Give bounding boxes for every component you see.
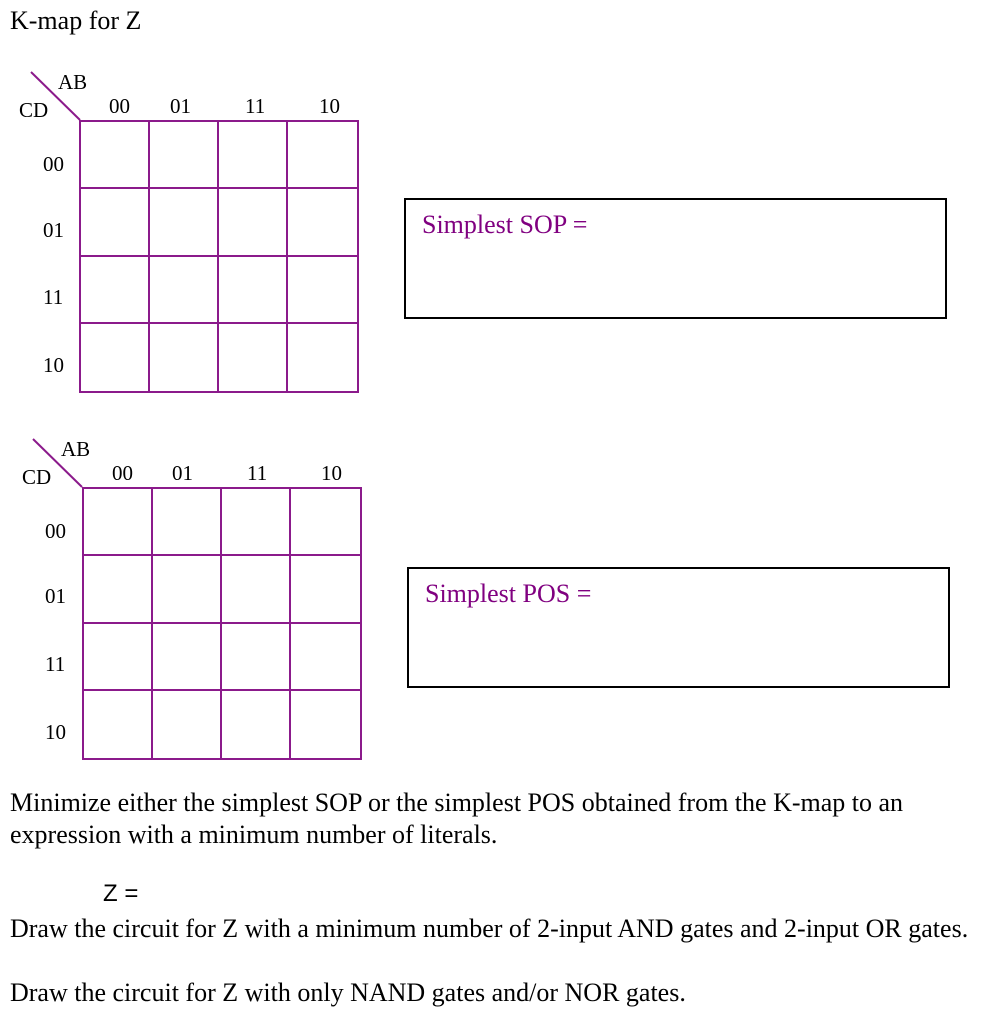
kmap-cell[interactable] xyxy=(150,189,219,256)
kmap-cell[interactable] xyxy=(222,691,291,758)
kmap-col-label: 11 xyxy=(247,461,268,485)
pos-answer-box[interactable] xyxy=(407,567,950,688)
page-title: K-map for Z xyxy=(10,6,142,35)
kmap-row-label: 11 xyxy=(45,652,66,676)
kmap-cell[interactable] xyxy=(222,556,291,623)
kmap-row-label: 01 xyxy=(43,218,64,242)
kmap-cell[interactable] xyxy=(81,324,150,391)
kmap-col-label: 01 xyxy=(172,461,193,485)
kmap-row-label: 00 xyxy=(45,519,66,543)
kmap-cell[interactable] xyxy=(291,556,360,623)
kmap-cell[interactable] xyxy=(84,556,153,623)
kmap-cell[interactable] xyxy=(81,257,150,324)
kmap-cell[interactable] xyxy=(291,624,360,691)
minimize-instruction: Minimize either the simplest SOP or the simplest POS obtained from the K-map to an expression with a minimum number of literals. xyxy=(10,788,904,849)
kmap-grid xyxy=(79,120,359,393)
kmap-grid xyxy=(82,487,362,760)
kmap-cell[interactable] xyxy=(84,624,153,691)
kmap-col-label: 10 xyxy=(319,94,340,118)
kmap-cell[interactable] xyxy=(219,189,288,256)
kmap-cell[interactable] xyxy=(153,489,222,556)
kmap-cell[interactable] xyxy=(150,324,219,391)
kmap-col-var: AB xyxy=(61,437,91,461)
kmap-row-label: 11 xyxy=(43,285,64,309)
draw-and-or-instruction: Draw the circuit for Z with a minimum number of 2-input AND gates and 2-input OR gates. xyxy=(10,914,969,943)
kmap-cell[interactable] xyxy=(219,324,288,391)
sop-label: Simplest SOP = xyxy=(422,210,588,239)
kmap-row-label: 10 xyxy=(45,720,66,744)
kmap-row-label: 10 xyxy=(43,353,64,377)
kmap-row-label: 00 xyxy=(43,152,64,176)
pos-label: Simplest POS = xyxy=(425,579,592,608)
kmap-row-label: 01 xyxy=(45,584,66,608)
kmap-cell[interactable] xyxy=(291,691,360,758)
kmap-col-label: 10 xyxy=(321,461,342,485)
kmap-cell[interactable] xyxy=(288,324,357,391)
kmap-col-label: 00 xyxy=(112,461,133,485)
kmap-cell[interactable] xyxy=(81,189,150,256)
draw-nand-nor-instruction: Draw the circuit for Z with only NAND gates and/or NOR gates. xyxy=(10,978,686,1007)
kmap-cell[interactable] xyxy=(84,489,153,556)
kmap-cell[interactable] xyxy=(222,624,291,691)
kmap-cell[interactable] xyxy=(81,122,150,189)
kmap-cell[interactable] xyxy=(84,691,153,758)
kmap-cell[interactable] xyxy=(153,556,222,623)
kmap-pos xyxy=(0,435,380,775)
kmap-row-var: CD xyxy=(19,98,49,122)
kmap-col-label: 00 xyxy=(109,94,130,118)
kmap-cell[interactable] xyxy=(153,691,222,758)
kmap-cell[interactable] xyxy=(288,189,357,256)
kmap-row-var: CD xyxy=(22,465,52,489)
kmap-cell[interactable] xyxy=(219,122,288,189)
kmap-col-label: 11 xyxy=(245,94,266,118)
kmap-cell[interactable] xyxy=(288,257,357,324)
kmap-col-var: AB xyxy=(58,70,88,94)
kmap-cell[interactable] xyxy=(219,257,288,324)
z-equals-label: Z = xyxy=(103,880,139,907)
kmap-cell[interactable] xyxy=(150,122,219,189)
kmap-sop xyxy=(0,68,380,408)
sop-answer-box[interactable] xyxy=(404,198,947,319)
kmap-cell[interactable] xyxy=(150,257,219,324)
kmap-cell[interactable] xyxy=(222,489,291,556)
kmap-col-label: 01 xyxy=(170,94,191,118)
kmap-cell[interactable] xyxy=(291,489,360,556)
kmap-cell[interactable] xyxy=(153,624,222,691)
kmap-cell[interactable] xyxy=(288,122,357,189)
